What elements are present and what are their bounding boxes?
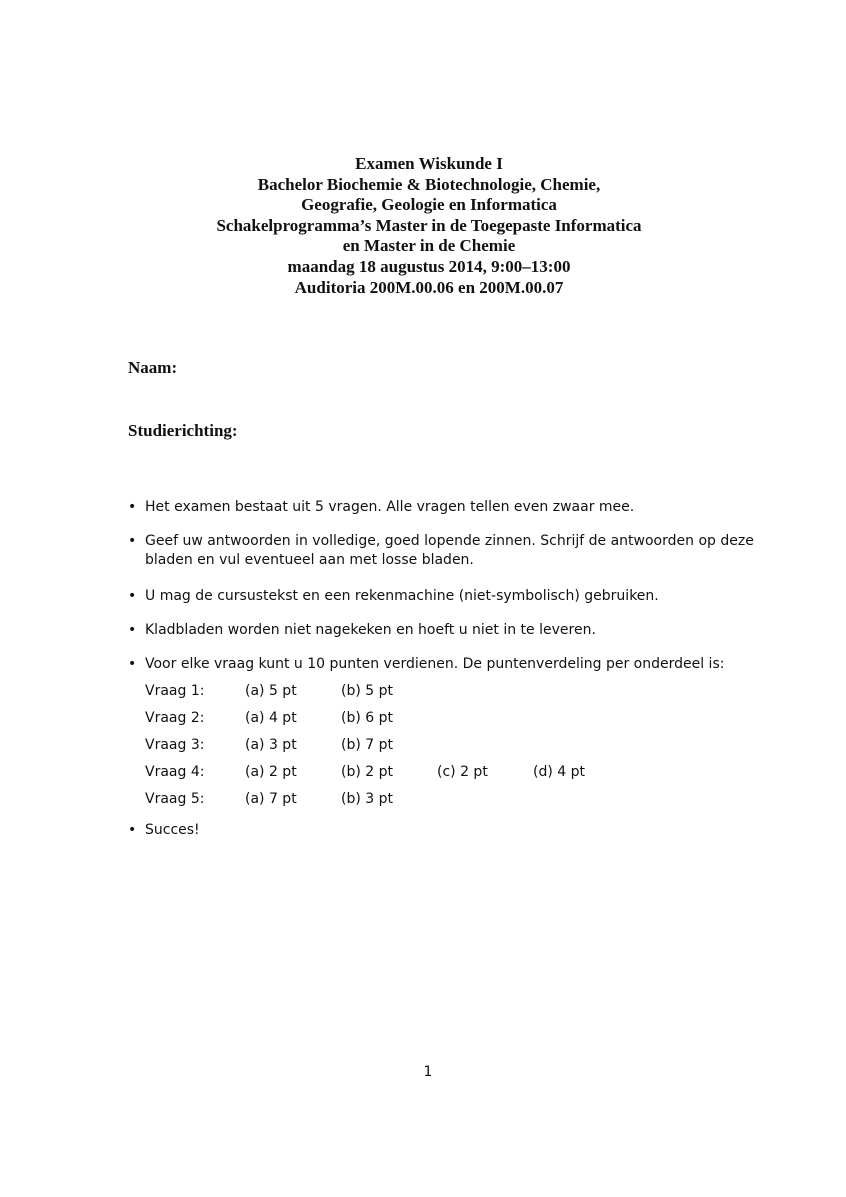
points-row [145,790,768,817]
exam-location: Auditoria 200M.00.06 en 200M.00.07 [294,277,564,297]
exam-title: Examen Wiskunde I [355,154,503,173]
program-field-label: Studierichting: [128,421,238,440]
question-label: Vraag 5: [145,791,205,807]
part-points: (b) 3 pt [341,791,393,807]
question-label: Vraag 1: [145,683,205,699]
bullet-icon: • [128,533,137,549]
bullet-icon: • [128,622,137,638]
instruction-text: Geef uw antwoorden in volledige, goed lopende zinnen. Schrijf de antwoorden op deze bladen en vul eventueel aan met losse bladen. [145,533,754,568]
exam-programs-line-1: Bachelor Biochemie & Biotechnologie, Chemie, [257,174,601,194]
instruction-text: Het examen bestaat uit 5 vragen. Alle vragen tellen even zwaar mee. [145,499,635,515]
list-item [128,621,768,655]
part-points: (b) 5 pt [341,683,393,699]
list-item [128,821,768,840]
exam-programs-line-3: Schakelprogramma’s Master in de Toegepaste Informatica [216,215,642,235]
list-item [128,498,768,532]
question-label: Vraag 2: [145,710,205,726]
part-points: (b) 6 pt [341,710,393,726]
instruction-text: Voor elke vraag kunt u 10 punten verdienen. De puntenverdeling per onderdeel is: [145,656,725,672]
part-points: (c) 2 pt [437,764,488,780]
exam-programs-line-4: en Master in de Chemie [342,236,516,256]
part-points: (b) 7 pt [341,737,393,753]
points-row [145,682,768,709]
exam-date: maandag 18 augustus 2014, 9:00–13:00 [287,256,571,276]
name-field-label: Naam: [128,358,178,377]
part-points: (a) 7 pt [245,791,297,807]
instruction-text: Succes! [145,822,200,838]
instructions-list [128,498,768,840]
points-table [145,682,768,817]
part-points: (a) 4 pt [245,710,297,726]
part-points: (a) 3 pt [245,737,297,753]
points-row [145,736,768,763]
exam-title-block [0,154,846,298]
question-label: Vraag 3: [145,737,205,753]
part-points: (b) 2 pt [341,764,393,780]
points-row [145,763,768,790]
question-label: Vraag 4: [145,764,205,780]
bullet-icon: • [128,656,137,672]
part-points: (a) 2 pt [245,764,297,780]
instruction-text: U mag de cursustekst en een rekenmachine (niet-symbolisch) gebruiken. [145,588,659,604]
exam-programs-line-2: Geografie, Geologie en Informatica [301,195,557,215]
bullet-icon: • [128,822,137,838]
part-points: (a) 5 pt [245,683,297,699]
list-item [128,655,768,821]
page-number: 1 [423,1064,433,1080]
instruction-text: Kladbladen worden niet nagekeken en hoeft u niet in te leveren. [145,622,596,638]
list-item [128,587,768,621]
points-row [145,709,768,736]
bullet-icon: • [128,588,137,604]
bullet-icon: • [128,499,137,515]
list-item [128,532,768,587]
part-points: (d) 4 pt [533,764,585,780]
